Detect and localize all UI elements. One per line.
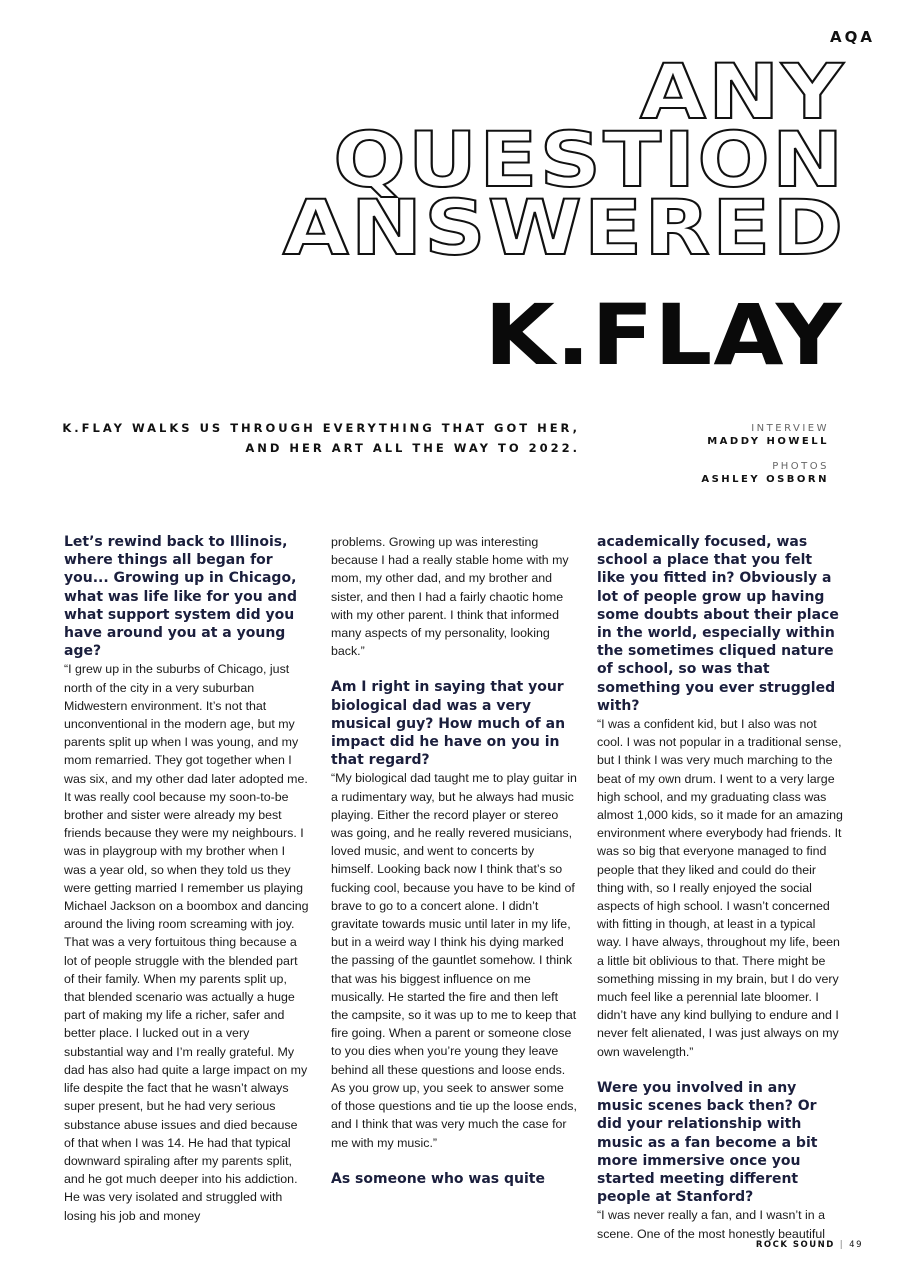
photos-name: ASHLEY OSBORN xyxy=(701,474,829,485)
answer-2: “My biological dad taught me to play guitar in a rudimentary way, but he always had music playing. Either the record player or stereo was going, and he really revered musicians, loved music, and went to concerts by himself. Looking back now I think that’s so fucking cool, because you have to be kind of brave to go to a concert alone. I didn’t gravitate towards music until later in my life, but in a weird way I think his dying marked the passing of the gauntlet somehow. I think that was his biggest influence on me musically. He started the fire and then left the campsite, so it was up to me to keep that fire going. When a parent or someone close to you dies when you’re young they leave behind all these questions and loose ends. As you grow up, you seek to answer some of those questions and tie up the loose ends, and I think that was very much the case for me with my music.” xyxy=(331,771,577,1150)
section-tag: AQA xyxy=(830,28,875,46)
photos-label: PHOTOS xyxy=(772,461,829,472)
headline-line-2: QUESTION xyxy=(332,115,845,204)
article-column-2 xyxy=(331,533,577,1188)
answer-1-part-2: problems. Growing up was interesting because I had a really stable home with my mom, my other dad, and my brother and sister, and then I had a fairly chaotic home with my other parent. I think that informed many aspects of my personality, looking back.” xyxy=(331,535,569,659)
answer-3: “I was a confident kid, but I also was not cool. I was not popular in a traditional sense, but I think I was very much marching to the beat of my own drum. I went to a very large high school, and my graduating class was almost 1,000 kids, so it made for an amazing environment where everybody had friends. It was so big that everyone managed to find people that they liked and could do their thing with, so I really enjoyed the social aspects of high school. I wasn’t concerned with fitting in though, at least in a typical way. I have always, throughout my life, been a little bit oblivious to that. There might be something missing in my brain, but I do very much feel like a perennial late bloomer. I didn’t have any kind bullying to endure and I never felt alienated, I was just always on my own wavelength.” xyxy=(597,717,843,1059)
question-4: Were you involved in any music scenes back then? Or did your relationship with music as a fan become a bit more immersive once you started meeting different people at Stanford? xyxy=(597,1079,818,1206)
answer-1-part-1: “I grew up in the suburbs of Chicago, just north of the city in a very suburban Midwestern environment. It’s not that unconventional in the modern age, but my parents split up when I was young, and my mom remarried. They got together when I was six, and my other dad later adopted me. It was really cool because my soon-to-be brother and sister were already my best friends because they were my neighbours. I was in playgroup with my brother when I was a year old, so when they told us they were getting married I remember us playing Michael Jackson on a boombox and dancing around the living room screaming with joy. That was a very fortuitous thing because a lot of people struggle with the blended part of their family. When my parents split up, that blended scenario was actually a huge part of making my life a richer, safer and better place. I lucked out in a very substantial way and I’m really grateful. My dad has also had quite a large impact on my life despite the fact that he wasn’t always super present, but he had very serious substance abuse issues and died because of that when I was 14. He had that typical downward spiraling after my parents split, and he got much deeper into his addiction. He was very isolated and struggled with losing his job and money xyxy=(64,662,309,1223)
article-column-3 xyxy=(597,533,843,1243)
interview-label: INTERVIEW xyxy=(751,423,829,434)
standfirst xyxy=(60,418,580,458)
article-column-1 xyxy=(64,533,310,1225)
headline-outline xyxy=(282,47,845,272)
interview-name: MADDY HOWELL xyxy=(707,436,829,447)
question-3-part-2: academically focused, was school a place that you felt like you fitted in? Obviously a lot of people grow up having some doubts about their place in the world, especially within the sometimes cliqued nature of school, so was that something you ever struggled with? xyxy=(597,534,839,714)
answer-4-part-1: “I was never really a fan, and I wasn’t in a scene. One of the most honestly beautiful xyxy=(597,1208,825,1241)
artist-name-title: K.FLAY xyxy=(484,286,843,384)
headline-line-1: ANY xyxy=(639,47,845,136)
page-number: 49 xyxy=(849,1240,863,1250)
publication-name: ROCK SOUND xyxy=(755,1240,835,1250)
question-3-part-1: As someone who was quite xyxy=(331,1170,545,1187)
page-footer xyxy=(756,1240,863,1250)
headline-line-3: ANSWERED xyxy=(282,183,845,272)
credits xyxy=(701,422,829,486)
standfirst-line-1: K.FLAY WALKS US THROUGH EVERYTHING THAT GOT HER, xyxy=(62,421,580,435)
question-2: Am I right in saying that your biological dad was a very musical guy? How much of an impact did he have on you in that regard? xyxy=(331,679,566,769)
standfirst-line-2: AND HER ART ALL THE WAY TO 2022. xyxy=(245,441,580,455)
footer-separator: | xyxy=(839,1240,845,1250)
question-1: Let’s rewind back to Illinois, where things all began for you... Growing up in Chicago, what was life like for you and what support system did you have around you at a young age? xyxy=(64,534,297,660)
